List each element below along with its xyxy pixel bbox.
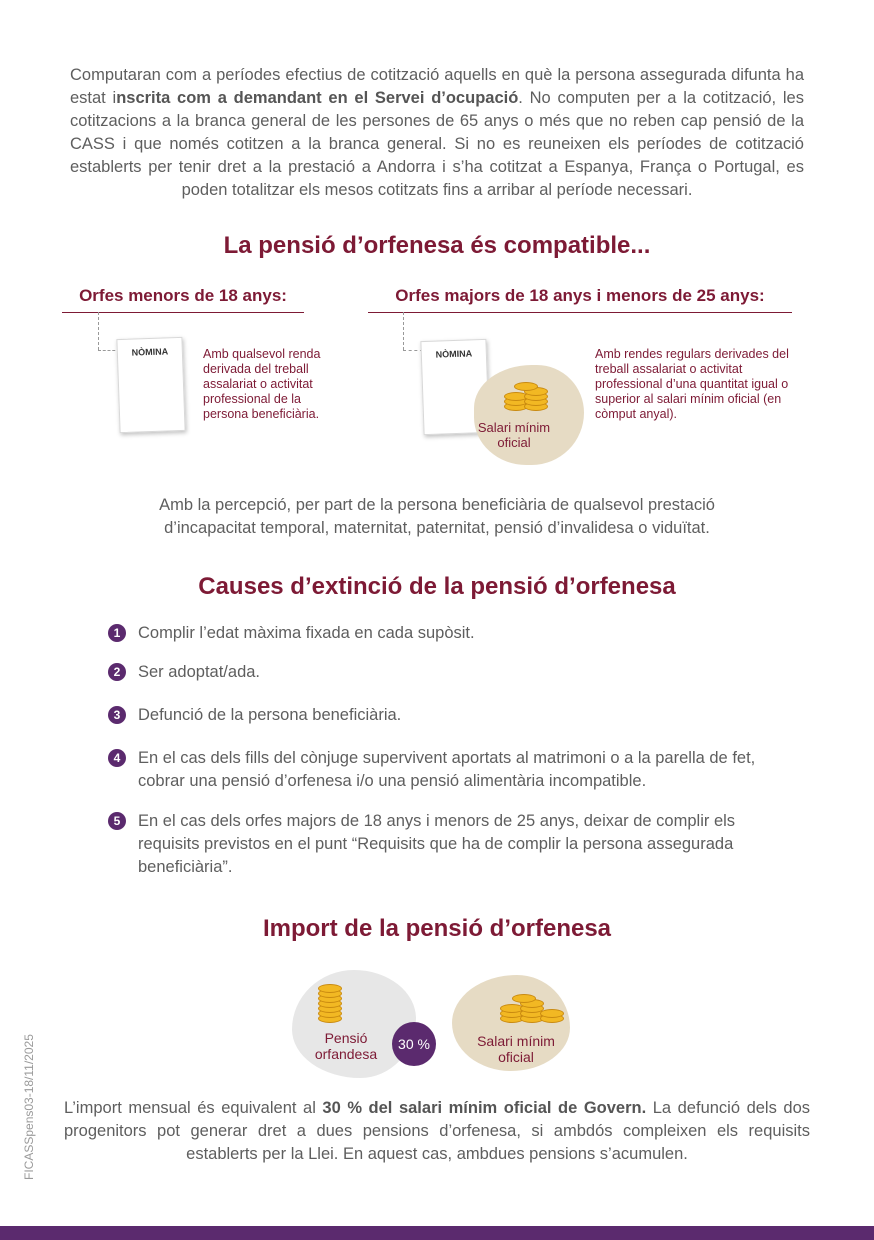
payslip-label: NÒMINA: [435, 348, 473, 360]
right-connector: [403, 312, 404, 350]
document-code: FICASSpens03-18/11/2025: [22, 1034, 36, 1180]
causes-title: Causes d’extinció de la pensió d’orfenesa: [198, 573, 676, 600]
list-number: 2: [108, 663, 126, 681]
coins-icon: [504, 382, 548, 412]
list-item: [108, 810, 768, 879]
import-text-rest: La defunció dels dos progenitors pot generar dret a dues pensions d’orfenesa, si ambdós compleixen els requisits establerts per la Llei. En aquest cas, ambdues pensions s’acumulen.: [64, 1099, 810, 1163]
list-item-text: En el cas dels fills del cònjuge supervivent aportats al matrimoni o a la parella de fet, cobrar una pensió d’orfenesa i/o una pensió alimentària incompatible.: [138, 749, 756, 790]
intro-text: Computaran com a períodes efectius de cotització aquells en què la persona assegurada difunta ha estat i: [70, 66, 804, 107]
salary-label: Salari mínim oficial: [477, 1033, 555, 1065]
intro-text-rest: . No computen per a la cotització, les cotitzacions a la branca general de les persones de 65 anys o més que no reben cap pensió de la CASS i que només cotitzen a la branca general. Si no es reuneixen els períodes de cotització establerts per tenir dret a la prestació a Andorra i s’ha cotitzat a Espanya, França o Portugal, es poden totalitzar els mesos cotitzats fins a arribar al període necessari.: [70, 89, 804, 199]
percent-badge: 30 %: [392, 1022, 436, 1066]
list-item: [108, 747, 768, 793]
list-item-text: Complir l’edat màxima fixada en cada supòsit.: [138, 624, 475, 642]
list-item: [108, 622, 768, 645]
intro-paragraph: [70, 64, 804, 202]
import-bold: 30 % del salari mínim oficial de Govern.: [322, 1099, 647, 1117]
list-number: 3: [108, 706, 126, 724]
list-item-text: En el cas dels orfes majors de 18 anys i menors de 25 anys, deixar de complir els requisits previstos en el punt “Requisits que ha de complir la persona assegurada beneficiària”.: [138, 812, 736, 876]
list-item-text: Ser adoptat/ada.: [138, 663, 261, 681]
salary-blob-label: Salari mínim oficial: [477, 420, 551, 450]
list-number: 4: [108, 749, 126, 767]
left-column-text: Amb qualsevol renda derivada del treball assalariat o activitat professional de la persona beneficiària.: [203, 347, 321, 421]
right-column-text: Amb rendes regulars derivades del treball assalariat o activitat professional d’una quantitat igual o superior al salari mínim oficial (en còmput anyal).: [595, 347, 789, 421]
compatible-title: La pensió d’orfenesa és compatible...: [223, 232, 651, 259]
salary-blob: [474, 365, 584, 465]
payslip-label: NÒMINA: [131, 346, 169, 358]
left-connector: [98, 312, 99, 350]
right-column-heading: Orfes majors de 18 anys i menors de 25 anys:: [368, 286, 792, 313]
compatible-note: Amb la percepció, per part de la persona beneficiària de qualsevol prestació d’incapacitat temporal, maternitat, paternitat, pensió d’invalidesa o viduïtat.: [159, 496, 715, 537]
import-paragraph: [64, 1097, 810, 1166]
list-number: 5: [108, 812, 126, 830]
payslip-icon: [116, 337, 185, 433]
list-item: [108, 704, 768, 727]
import-title: Import de la pensió d’orfenesa: [262, 915, 612, 942]
coins-icon: [318, 982, 342, 1022]
list-item: [108, 661, 768, 684]
intro-bold: nscrita com a demandant en el Servei d’ocupació: [116, 89, 519, 107]
footer-bar: [0, 1226, 874, 1240]
import-text: L’import mensual és equivalent al: [64, 1099, 323, 1117]
coins-icon: [500, 990, 562, 1024]
list-number: 1: [108, 624, 126, 642]
left-column-heading: Orfes menors de 18 anys:: [62, 286, 304, 313]
list-item-text: Defunció de la persona beneficiària.: [138, 706, 402, 724]
pension-label: Pensió orfandesa: [314, 1030, 378, 1062]
